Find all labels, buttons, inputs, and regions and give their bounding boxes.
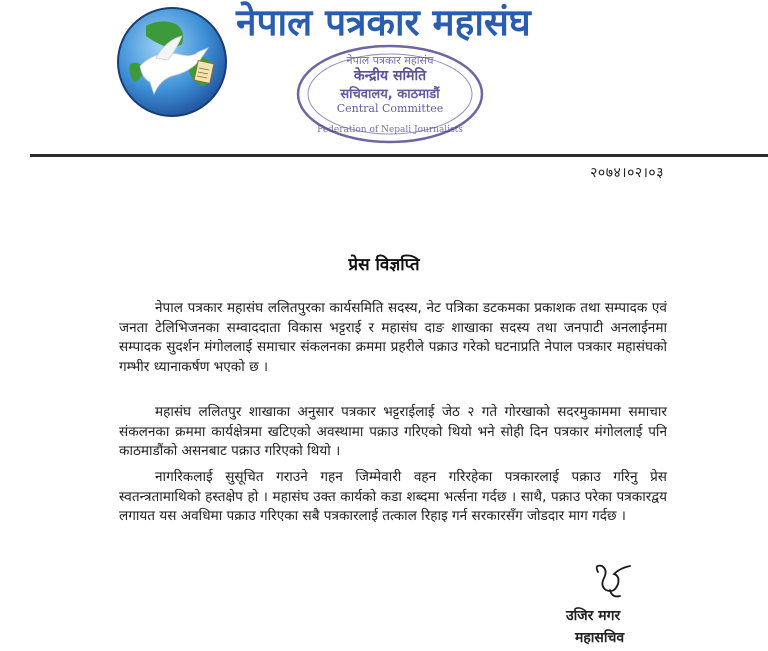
seal-line-3: सचिवालय, काठमाडौं xyxy=(340,87,440,102)
seal-line-2: केन्द्रीय समिति xyxy=(353,68,427,84)
body-paragraph-1: नेपाल पत्रकार महासंघ ललितपुरका कार्यसमिति सदस्य, नेट पत्रिका डटकमका प्रकाशक तथा सम्पादक एवं जनता टेलिभिजनका सम्वाददाता विकास भट्टराई र महासंघ दाङ शाखाका सदस्य तथा जनपाटी अनलाईनमा सम्पादक सुदर्शन मंगोललाई समाचार संकलनका क्रममा प्रहरीले पक्राउ गरेको घटनाप्रति नेपाल पत्रकार महासंघको गम्भीर ध्यानाकर्षण भएको छ । xyxy=(119,300,667,376)
central-committee-seal xyxy=(290,40,490,146)
header-divider xyxy=(30,154,768,157)
seal-line-4: Central Committee xyxy=(336,102,444,115)
body-paragraph-3: नागरिकलाई सुसूचित गराउने गहन जिम्मेवारी वहन गरिरहेका पत्रकारलाई पक्राउ गरिनु प्रेस स्वतन्त्रतामाथिको हस्तक्षेप हो । महासंघ उक्त कार्यको कडा शब्दमा भर्त्सना गर्दछ । साथै, पक्राउ परेका पत्रकारद्वय लगायत यस अवधिमा पक्राउ गरिएका सबै पत्रकारलाई तत्काल रिहाइ गर्न सरकारसँग जोडदार माग गर्दछ । xyxy=(119,469,667,525)
signatory-name: उजिर मगर xyxy=(566,608,621,624)
signatory-title: महासचिव xyxy=(575,630,625,646)
body-paragraph-2: महासंघ ललितपुर शाखाका अनुसार पत्रकार भट्टराईलाई जेठ २ गते गोरखाको सदरमुकाममा समाचार संकलनका क्रममा कार्यक्षेत्रमा खटिएको अवस्थामा पक्राउ गरिएको थियो भने सोही दिन पत्रकार मंगोललाई पनि काठमाडौंको असनबाट पक्राउ गरिएको थियो । xyxy=(119,404,667,460)
document-date: २०७४।०२।०३ xyxy=(590,165,664,181)
handwritten-signature xyxy=(590,560,640,602)
press-release-title: प्रेस विज्ञप्ति xyxy=(348,255,420,275)
seal-line-1: नेपाल पत्रकार महासंघ xyxy=(346,54,434,67)
federation-logo-icon xyxy=(116,6,228,118)
seal-line-5: Federation of Nepali Journalists xyxy=(317,125,463,135)
organization-name: नेपाल पत्रकार महासंघ xyxy=(236,1,531,44)
